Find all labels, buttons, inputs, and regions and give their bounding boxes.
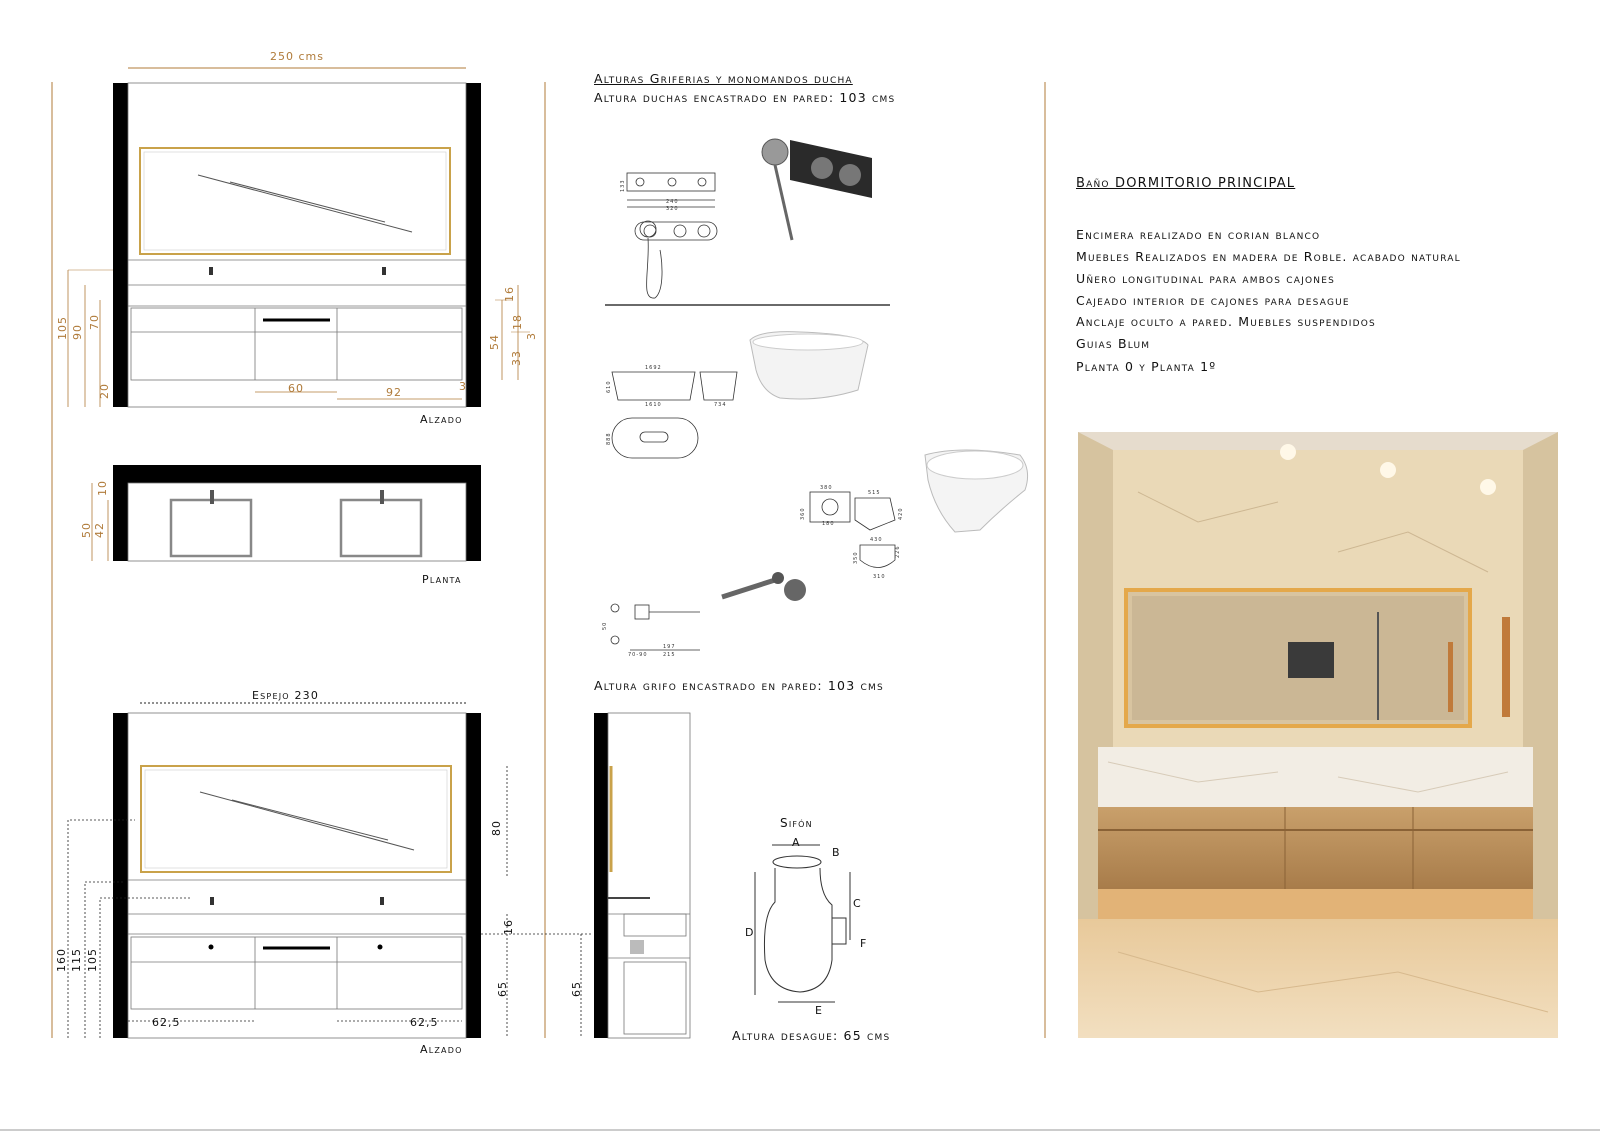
bath-dim-2: 1610 (645, 402, 662, 408)
tap-technical-drawing (611, 604, 700, 650)
bottom-dim-base-1: 62,5 (152, 1016, 181, 1029)
shower-dim-1: 133 (620, 179, 626, 192)
tap-product-image (722, 572, 806, 601)
tap-dim-2: 215 (663, 652, 676, 658)
bottom-dim-right-1: 80 (490, 820, 503, 836)
bath-technical-drawing (612, 372, 737, 458)
bath-product-image (750, 332, 868, 399)
bath-dim-1: 1692 (645, 365, 662, 371)
wc-dim-6: 310 (873, 574, 886, 580)
shower-height-note: Altura duchas encastrado en pared: 103 cms (594, 90, 896, 105)
spec-note: Cajeado interior de cajones para desague (1076, 293, 1350, 308)
dim-left-4: 20 (98, 383, 111, 399)
siphon-letter-d: D (745, 926, 755, 939)
wc-dim-7: 350 (853, 551, 859, 564)
view-label-alzado-2: Alzado (420, 1043, 463, 1056)
dim-bottom-1: 60 (288, 382, 304, 395)
shower-dim-2: 240 (666, 199, 679, 205)
siphon-letter-f: F (860, 937, 868, 950)
siphon-letter-e: E (815, 1004, 823, 1017)
spec-note: Anclaje oculto a pared. Muebles suspendidos (1076, 314, 1376, 329)
dim-right-1: 16 (503, 286, 516, 302)
bottom-dim-right-2: 16 (502, 919, 515, 935)
wc-dim-2: 180 (822, 521, 835, 527)
spec-note: Muebles Realizados en madera de Roble. acabado natural (1076, 249, 1461, 264)
spec-note: Planta 0 y Planta 1º (1076, 359, 1217, 374)
view-label-planta: Planta (422, 573, 462, 586)
fixtures-heading: Alturas Griferias y monomandos ducha (594, 71, 853, 86)
bottom-dim-left-1: 160 (55, 948, 68, 972)
wc-dim-9: 420 (898, 507, 904, 520)
drain-height-note: Altura desague: 65 cms (732, 1028, 891, 1043)
tap-dim-4: 50 (602, 621, 608, 630)
shower-product-image (762, 139, 872, 240)
dim-left-2: 90 (71, 324, 84, 340)
wc-dim-3: 515 (868, 490, 881, 496)
spec-title: Baño DORMITORIO PRINCIPAL (1076, 176, 1296, 191)
shower-technical-drawing (627, 173, 717, 298)
siphon-letter-b: B (832, 846, 841, 859)
siphon-drawing (755, 845, 850, 1002)
elevation-top-drawing (68, 68, 530, 407)
width-dimension: 250 cms (270, 50, 324, 63)
dim-left-1: 105 (56, 316, 69, 340)
bottom-dim-right-3: 65 (496, 981, 509, 997)
bathroom-render-image (1078, 432, 1558, 1038)
shower-dim-3: 320 (666, 206, 679, 212)
bottom-dim-base-2: 62,5 (410, 1016, 439, 1029)
bottom-dim-left-3: 105 (86, 948, 99, 972)
spec-note: Uñero longitudinal para ambos cajones (1076, 271, 1336, 286)
wc-dim-4: 360 (800, 507, 806, 520)
plan-drawing (92, 465, 481, 561)
wc-product-image (925, 450, 1028, 532)
tap-dim-3: 70-90 (628, 652, 648, 658)
plan-dim-1: 10 (96, 480, 109, 496)
side-section-drawing (581, 713, 690, 1038)
dim-left-3: 70 (88, 314, 101, 330)
tap-height-note: Altura grifo encastrado en pared: 103 cms (594, 678, 884, 693)
section-dim: 65 (570, 981, 583, 997)
siphon-letter-a: A (792, 836, 801, 849)
bath-dim-3: 734 (714, 402, 727, 408)
tap-dim-1: 197 (663, 644, 676, 650)
plan-dim-3: 42 (93, 522, 106, 538)
wc-dim-8: 226 (895, 545, 901, 558)
spec-note: Guias Blum (1076, 336, 1151, 351)
bath-dim-4: 610 (606, 380, 612, 393)
siphon-letter-c: C (853, 897, 862, 910)
elevation-bottom-drawing (68, 703, 592, 1038)
mirror-label: Espejo 230 (252, 689, 320, 702)
dim-right-2: 18 (511, 314, 524, 330)
dim-right-4: 54 (488, 334, 501, 350)
siphon-title: Sifón (780, 816, 813, 830)
wc-dim-1: 380 (820, 485, 833, 491)
plan-dim-2: 50 (80, 522, 93, 538)
dim-right-5: 33 (510, 350, 523, 366)
dim-bottom-2: 92 (386, 386, 402, 399)
spec-note: Encimera realizado en corian blanco (1076, 227, 1321, 242)
bath-dim-5: 888 (606, 432, 612, 445)
dim-right-3: 3 (525, 332, 538, 340)
view-label-alzado: Alzado (420, 413, 463, 426)
bottom-dim-left-2: 115 (70, 948, 83, 972)
wc-dim-5: 430 (870, 537, 883, 543)
dim-right-6: 3 (459, 380, 467, 393)
